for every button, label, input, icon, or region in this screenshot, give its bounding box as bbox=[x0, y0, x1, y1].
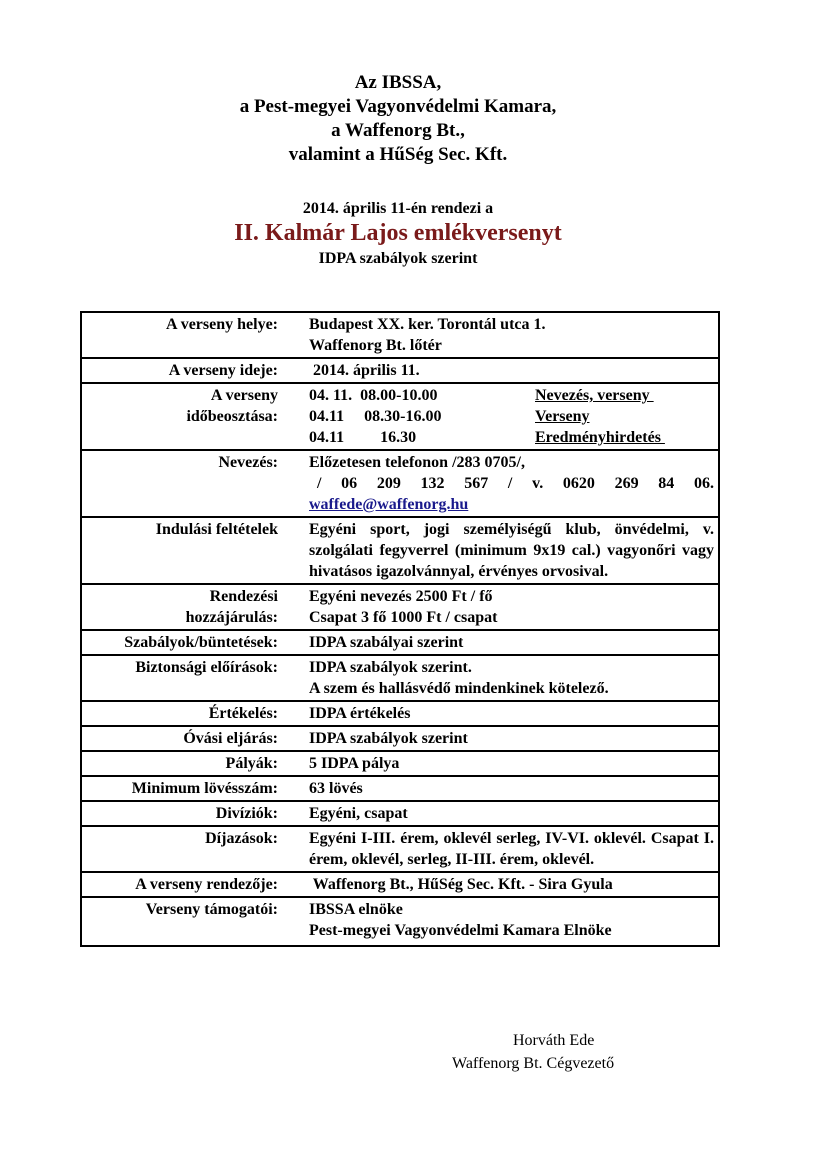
registration-email-link[interactable]: waffede@waffenorg.hu bbox=[309, 496, 469, 513]
rules-value: IDPA szabályai szerint bbox=[283, 630, 719, 655]
sponsors-label: Verseny támogatói: bbox=[81, 897, 283, 946]
safety-line: A szem és hallásvédő mindenkinek kötelező. bbox=[309, 680, 609, 697]
table-row bbox=[81, 801, 719, 826]
fee-value bbox=[283, 584, 719, 630]
awards-label: Díjazások: bbox=[81, 826, 283, 872]
awards-value: Egyéni I-III. érem, oklevél serleg, IV-VI. oklevél. Csapat I. érem, oklevél, serleg, II-III. érem, oklevél. bbox=[283, 826, 719, 872]
schedule-desc: Verseny bbox=[535, 408, 590, 425]
registration-phone: / 06 209 132 567 / v. 0620 269 84 06. bbox=[317, 475, 714, 492]
fee-label-line: Rendezési bbox=[209, 588, 278, 605]
rules-label: Szabályok/büntetések: bbox=[81, 630, 283, 655]
safety-value bbox=[283, 655, 719, 701]
table-row bbox=[81, 872, 719, 897]
table-row bbox=[81, 450, 719, 517]
stages-value: 5 IDPA pálya bbox=[283, 751, 719, 776]
fee-label bbox=[81, 584, 283, 630]
schedule-label-line: időbeosztása: bbox=[186, 408, 278, 425]
stages-label: Pályák: bbox=[81, 751, 283, 776]
signature-role: Waffenorg Bt. Cégvezető bbox=[452, 1055, 615, 1072]
time-label: A verseny ideje: bbox=[81, 358, 283, 383]
min-rounds-label: Minimum lövésszám: bbox=[81, 776, 283, 801]
schedule-label bbox=[81, 383, 283, 450]
divisions-value: Egyéni, csapat bbox=[283, 801, 719, 826]
sponsor-line: Pest-megyei Vagyonvédelmi Kamara Elnöke bbox=[309, 922, 612, 939]
fee-line: Csapat 3 fő 1000 Ft / csapat bbox=[309, 609, 498, 626]
event-info-table bbox=[80, 311, 720, 947]
conditions-label: Indulási feltételek bbox=[81, 517, 283, 584]
table-row bbox=[81, 383, 719, 450]
table-row bbox=[81, 312, 719, 358]
venue-line: Budapest XX. ker. Torontál utca 1. bbox=[309, 316, 546, 333]
event-title: II. Kalmár Lajos emlékversenyt bbox=[234, 220, 562, 246]
schedule-value bbox=[283, 383, 719, 450]
organizer-value: Waffenorg Bt., HűSég Sec. Kft. - Sira Gyula bbox=[283, 872, 719, 897]
table-row bbox=[81, 630, 719, 655]
venue-label: A verseny helye: bbox=[81, 312, 283, 358]
table-row bbox=[81, 826, 719, 872]
table-row bbox=[81, 517, 719, 584]
divisions-label: Divíziók: bbox=[81, 801, 283, 826]
fee-line: Egyéni nevezés 2500 Ft / fő bbox=[309, 588, 493, 605]
schedule-time: 04. 11. 08.00-10.00 bbox=[309, 387, 438, 404]
time-value: 2014. április 11. bbox=[283, 358, 719, 383]
safety-line: IDPA szabályok szerint. bbox=[309, 659, 472, 676]
schedule-time: 04.11 08.30-16.00 bbox=[309, 408, 442, 425]
table-row bbox=[81, 701, 719, 726]
organizers-block bbox=[0, 71, 796, 167]
scoring-label: Értékelés: bbox=[81, 701, 283, 726]
registration-line: Előzetesen telefonon /283 0705/, bbox=[309, 454, 525, 471]
table-row bbox=[81, 776, 719, 801]
registration-label: Nevezés: bbox=[81, 450, 283, 517]
organizer-line: a Pest-megyei Vagyonvédelmi Kamara, bbox=[239, 96, 557, 117]
sponsor-line: IBSSA elnöke bbox=[309, 901, 403, 918]
conditions-value: Egyéni sport, jogi személyiségű klub, önvédelmi, v. szolgálati fegyverrel (minimum 9x19 cal.) vagyonőri vagy hivatásos igazolvánnyal, érvényes orvosival. bbox=[283, 517, 719, 584]
venue-value bbox=[283, 312, 719, 358]
scoring-value: IDPA értékelés bbox=[283, 701, 719, 726]
registration-value bbox=[283, 450, 719, 517]
schedule-label-line: A verseny bbox=[210, 387, 278, 404]
schedule-row bbox=[309, 385, 714, 406]
signature-name: Horváth Ede bbox=[513, 1032, 595, 1049]
organizer-line: a Waffenorg Bt., bbox=[331, 120, 465, 141]
protest-value: IDPA szabályok szerint bbox=[283, 726, 719, 751]
organizer-line: Az IBSSA, bbox=[354, 72, 442, 93]
table-row bbox=[81, 751, 719, 776]
schedule-desc: Nevezés, verseny bbox=[535, 387, 654, 404]
organizer-line: valamint a HűSég Sec. Kft. bbox=[288, 144, 508, 165]
schedule-desc: Eredményhirdetés bbox=[535, 429, 665, 446]
venue-line: Waffenorg Bt. lőtér bbox=[309, 337, 442, 354]
date-line: 2014. április 11-én rendezi a bbox=[302, 200, 494, 217]
table-row bbox=[81, 358, 719, 383]
schedule-row bbox=[309, 406, 714, 427]
table-row bbox=[81, 584, 719, 630]
safety-label: Biztonsági előírások: bbox=[81, 655, 283, 701]
table-row bbox=[81, 897, 719, 946]
min-rounds-value: 63 lövés bbox=[283, 776, 719, 801]
protest-label: Óvási eljárás: bbox=[81, 726, 283, 751]
event-subtitle: IDPA szabályok szerint bbox=[318, 250, 478, 267]
sponsors-value bbox=[283, 897, 719, 946]
fee-label-line: hozzájárulás: bbox=[185, 609, 278, 626]
schedule-row bbox=[309, 427, 714, 448]
table-row bbox=[81, 726, 719, 751]
organizer-label: A verseny rendezője: bbox=[81, 872, 283, 897]
table-row bbox=[81, 655, 719, 701]
schedule-time: 04.11 16.30 bbox=[309, 429, 417, 446]
